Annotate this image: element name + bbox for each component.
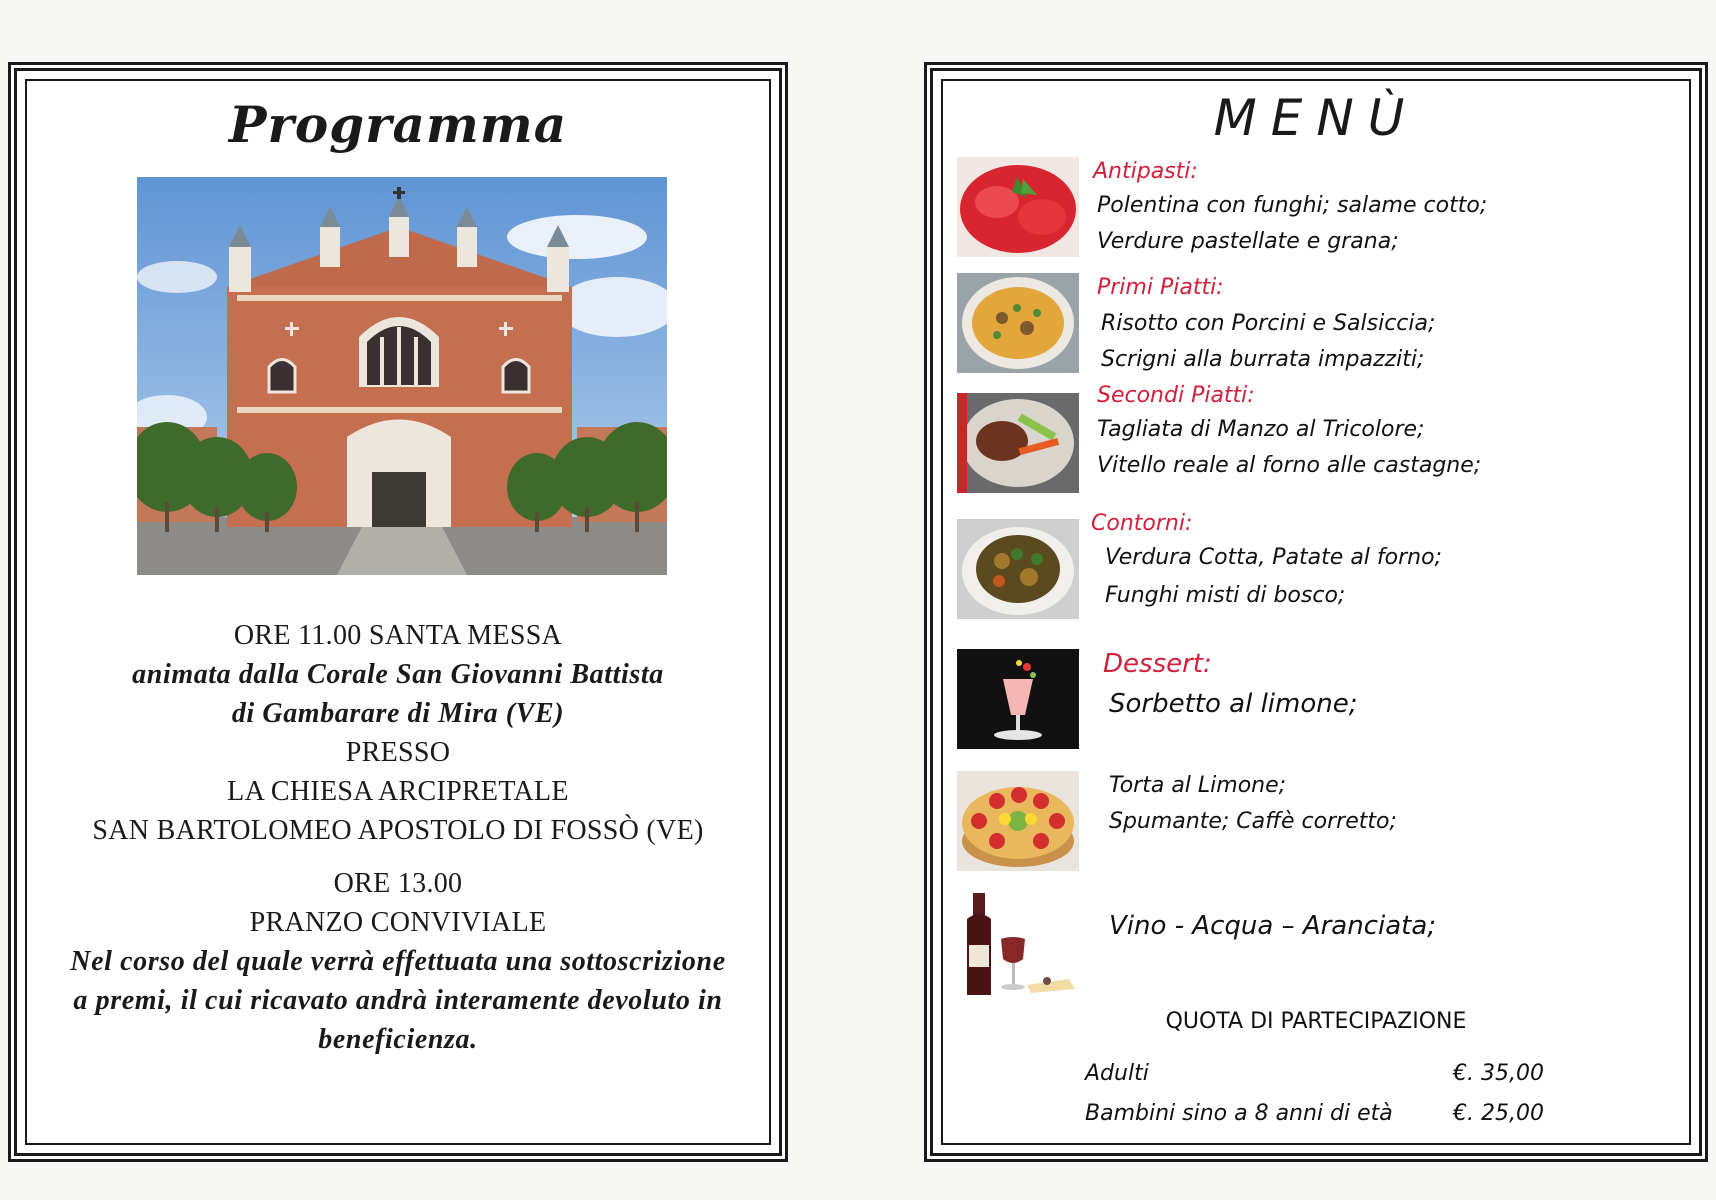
dessert-item-sorbetto: Sorbetto al limone; bbox=[1109, 689, 1358, 719]
price-value-adulti: €. 35,00 bbox=[1453, 1061, 1544, 1086]
price-label-adulti: Adulti bbox=[1085, 1061, 1149, 1086]
menu-card bbox=[930, 68, 1702, 1156]
programma-line-choir-place: di Gambarare di Mira (VE) bbox=[231, 698, 565, 729]
contorni-label: Contorni: bbox=[1091, 511, 1193, 536]
secondi-item-1: Tagliata di Manzo al Tricolore; bbox=[1097, 417, 1425, 442]
church-photo bbox=[137, 177, 667, 575]
programma-line-church-name: SAN BARTOLOMEO APOSTOLO DI FOSSÒ (VE) bbox=[92, 815, 704, 846]
antipasti-label: Antipasti: bbox=[1093, 159, 1198, 184]
programma-line-lunch: PRANZO CONVIVIALE bbox=[249, 907, 547, 938]
programma-card bbox=[14, 68, 782, 1156]
programma-line-chiesa: LA CHIESA ARCIPRETALE bbox=[227, 776, 569, 807]
primi-label: Primi Piatti: bbox=[1097, 275, 1224, 300]
contorni-item-2: Funghi misti di bosco; bbox=[1105, 583, 1346, 608]
antipasti-item-2: Verdure pastellate e grana; bbox=[1097, 229, 1399, 254]
secondi-photo bbox=[957, 393, 1079, 493]
secondi-label: Secondi Piatti: bbox=[1097, 383, 1255, 408]
price-label-bambini: Bambini sino a 8 anni di età bbox=[1085, 1101, 1393, 1126]
torta-photo bbox=[957, 771, 1079, 871]
sorbetto-photo bbox=[957, 649, 1079, 749]
price-value-bambini: €. 25,00 bbox=[1453, 1101, 1544, 1126]
programma-line-lunch-time: ORE 13.00 bbox=[333, 868, 463, 899]
programma-line-mass-time: ORE 11.00 SANTA MESSA bbox=[233, 620, 563, 651]
wine-photo bbox=[957, 889, 1083, 999]
programma-line-note-2: a premi, il cui ricavato andrà interamente devoluto in bbox=[73, 985, 723, 1016]
programma-title: Programma bbox=[228, 95, 568, 154]
programma-line-choir: animata dalla Corale San Giovanni Battista bbox=[132, 659, 664, 690]
dessert-item-torta: Torta al Limone; bbox=[1109, 773, 1287, 798]
antipasti-item-1: Polentina con funghi; salame cotto; bbox=[1097, 193, 1488, 218]
primi-photo bbox=[957, 273, 1079, 373]
dessert-item-spumante: Spumante; Caffè corretto; bbox=[1109, 809, 1397, 834]
menu-title: MENÙ bbox=[1213, 89, 1419, 147]
primi-item-2: Scrigni alla burrata impazziti; bbox=[1101, 347, 1425, 372]
antipasti-photo bbox=[957, 157, 1079, 257]
secondi-item-2: Vitello reale al forno alle castagne; bbox=[1097, 453, 1482, 478]
contorni-photo bbox=[957, 519, 1079, 619]
contorni-item-1: Verdura Cotta, Patate al forno; bbox=[1105, 545, 1442, 570]
programma-line-note-3: beneficienza. bbox=[318, 1024, 478, 1055]
dessert-label: Dessert: bbox=[1103, 649, 1212, 679]
programma-line-presso: PRESSO bbox=[345, 737, 451, 768]
programma-text bbox=[23, 616, 773, 1059]
drinks-line: Vino - Acqua – Aranciata; bbox=[1109, 911, 1437, 941]
quota-title: QUOTA DI PARTECIPAZIONE bbox=[1165, 1009, 1467, 1034]
programma-line-note-1: Nel corso del quale verrà effettuata una sottoscrizione bbox=[70, 946, 726, 977]
primi-item-1: Risotto con Porcini e Salsiccia; bbox=[1101, 311, 1436, 336]
